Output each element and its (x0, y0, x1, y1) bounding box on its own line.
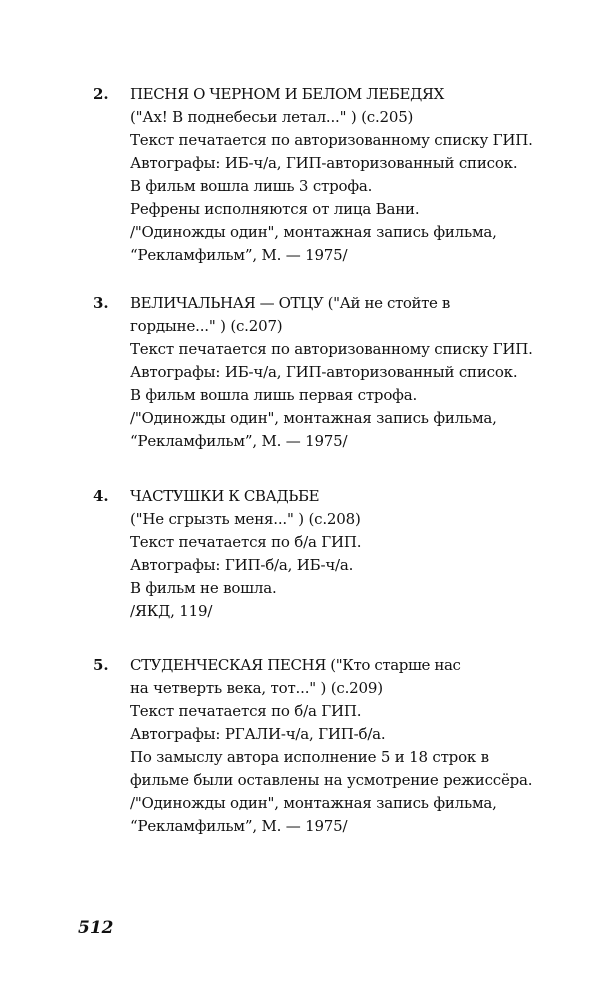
entry-title: ЧАСТУШКИ К СВАДЬБЕ (130, 487, 320, 505)
entry-title: ВЕЛИЧАЛЬНАЯ — ОТЦУ ("Ай не стойте в (130, 294, 450, 312)
entry-body (130, 83, 573, 267)
entry-line: гордыне..." ) (с.207) (130, 317, 283, 335)
entry-number: 5. (93, 656, 109, 674)
entry-line: “Рекламфильм”, М. — 1975/ (130, 246, 348, 264)
entry-2 (93, 83, 573, 267)
entry-line: По замыслу автора исполнение 5 и 18 строк в (130, 748, 489, 766)
entry-line: /"Одиножды один", монтажная запись фильма, (130, 794, 497, 812)
entry-line: Автографы: ИБ-ч/а, ГИП-авторизованный список. (130, 154, 518, 172)
entry-body (130, 654, 573, 838)
entry-line: “Рекламфильм”, М. — 1975/ (130, 817, 348, 835)
entry-line: /ЯКД, 119/ (130, 602, 213, 620)
entry-number: 3. (93, 294, 109, 312)
entry-body (130, 485, 573, 623)
entry-number: 2. (93, 85, 109, 103)
entry-line: Автографы: ИБ-ч/а, ГИП-авторизованный список. (130, 363, 518, 381)
entry-line: Текст печатается по авторизованному списку ГИП. (130, 340, 533, 358)
entry-line: Автографы: ГИП-б/а, ИБ-ч/а. (130, 556, 354, 574)
entry-title: ПЕСНЯ О ЧЕРНОМ И БЕЛОМ ЛЕБЕДЯХ (130, 85, 444, 103)
entry-body (130, 292, 573, 453)
page-number: 512 (78, 918, 114, 938)
entry-4 (93, 485, 573, 623)
entry-line: ("Ах! В поднебесьи летал..." ) (с.205) (130, 108, 414, 126)
entry-5 (93, 654, 573, 838)
entry-line: В фильм не вошла. (130, 579, 277, 597)
entry-line: Текст печатается по авторизованному списку ГИП. (130, 131, 533, 149)
entry-line: Рефрены исполняются от лица Вани. (130, 200, 420, 218)
entry-line: на четверть века, тот..." ) (с.209) (130, 679, 383, 697)
entry-line: /"Одиножды один", монтажная запись фильма, (130, 223, 497, 241)
entry-line: Текст печатается по б/а ГИП. (130, 533, 362, 551)
entry-3 (93, 292, 573, 453)
entry-line: Текст печатается по б/а ГИП. (130, 702, 362, 720)
entry-title: СТУДЕНЧЕСКАЯ ПЕСНЯ ("Кто старше нас (130, 656, 461, 674)
entry-line: ("Не сгрызть меня..." ) (с.208) (130, 510, 361, 528)
entry-line: “Рекламфильм”, М. — 1975/ (130, 432, 348, 450)
entry-number: 4. (93, 487, 109, 505)
entry-line: /"Одиножды один", монтажная запись фильма, (130, 409, 497, 427)
entry-line: фильме были оставлены на усмотрение режиссёра. (130, 771, 533, 789)
entry-line: В фильм вошла лишь первая строфа. (130, 386, 418, 404)
entry-line: В фильм вошла лишь 3 строфа. (130, 177, 373, 195)
entry-line: Автографы: РГАЛИ-ч/а, ГИП-б/а. (130, 725, 386, 743)
